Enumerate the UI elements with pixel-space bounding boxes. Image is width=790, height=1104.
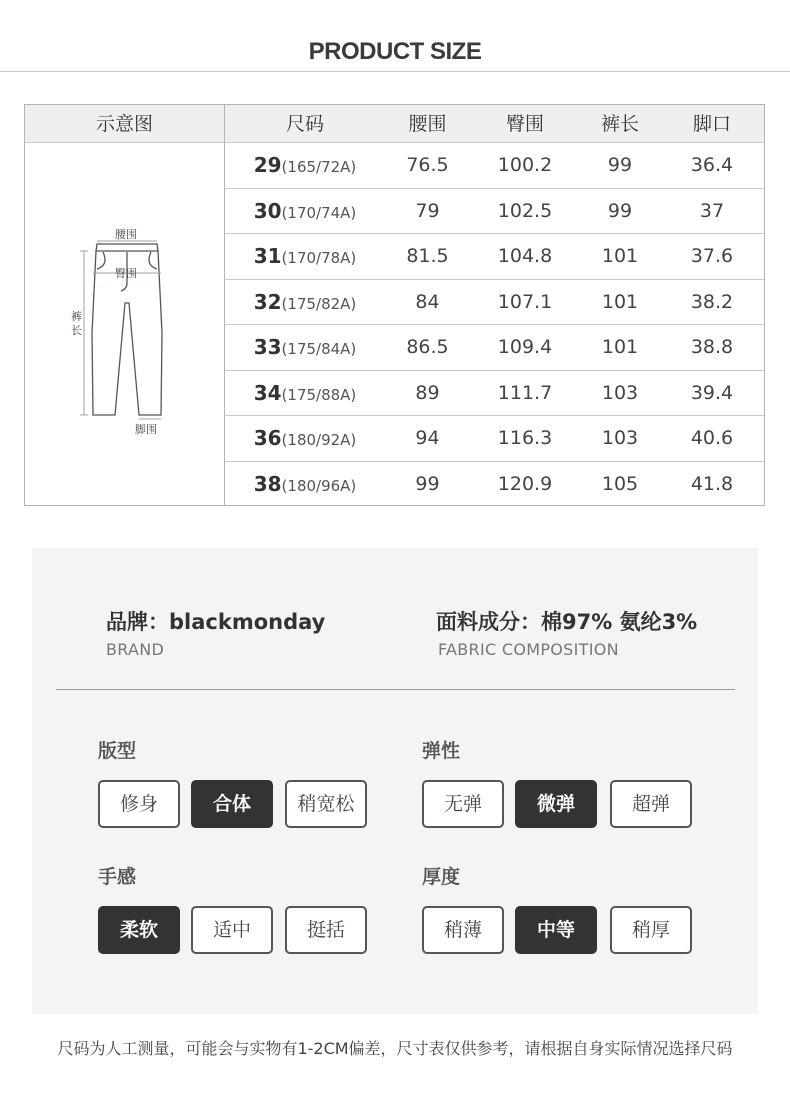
hem-cell: 38.8 <box>690 336 734 358</box>
size-code: (175/88A) <box>281 385 357 404</box>
size-code: (175/84A) <box>281 340 357 358</box>
size-cell <box>225 189 385 234</box>
brand-text: 品牌：blackmonday <box>106 610 326 634</box>
hip-cell: 102.5 <box>497 199 553 222</box>
header-length: 裤长 <box>600 113 639 135</box>
waist-cell: 99 <box>415 472 440 495</box>
brand-caption: BRAND <box>106 640 165 659</box>
table-row <box>225 462 764 508</box>
size-number: 29 <box>253 153 282 177</box>
header-waist: 腰围 <box>408 113 447 135</box>
table-row <box>225 325 764 371</box>
diagram-hem-label: 脚围 <box>135 423 157 436</box>
hem-cell: 41.8 <box>690 472 734 495</box>
waist-cell: 79 <box>415 199 440 222</box>
length-cell: 99 <box>607 154 633 176</box>
table-row <box>225 143 764 189</box>
hem-cell: 39.4 <box>690 381 734 404</box>
product-info-panel <box>32 548 758 1014</box>
fabric-caption: FABRIC COMPOSITION <box>438 640 619 659</box>
diagram-length-label-1: 裤 <box>71 310 82 323</box>
hip-cell: 116.3 <box>497 427 553 449</box>
size-number: 34 <box>253 380 282 405</box>
waist-cell: 84 <box>415 290 440 313</box>
thickness-option-thin: 稍薄 <box>422 906 504 954</box>
size-table <box>24 104 765 506</box>
pants-outline-icon <box>25 143 225 505</box>
waist-cell: 89 <box>415 381 440 404</box>
hip-cell: 104.8 <box>497 245 553 267</box>
header-hip: 臀围 <box>505 113 544 135</box>
hem-cell: 36.4 <box>690 154 734 176</box>
size-cell <box>225 462 385 507</box>
waist-cell: 76.5 <box>406 154 449 176</box>
hip-cell: 100.2 <box>497 154 553 176</box>
pants-diagram <box>25 143 225 505</box>
size-number: 31 <box>253 244 282 268</box>
table-row <box>225 189 764 235</box>
diagram-hip-label: 臀围 <box>115 267 137 280</box>
hip-cell: 111.7 <box>497 381 553 404</box>
size-cell <box>225 325 385 370</box>
length-cell: 103 <box>601 381 639 404</box>
length-cell: 103 <box>601 427 639 449</box>
feel-label: 手感 <box>98 866 137 888</box>
hem-cell: 38.2 <box>690 290 734 313</box>
length-cell: 105 <box>601 472 639 495</box>
size-code: (170/74A) <box>281 203 357 222</box>
length-cell: 101 <box>601 336 639 358</box>
size-cell <box>225 416 385 461</box>
table-row <box>225 371 764 417</box>
fit-option-slim: 修身 <box>98 780 180 828</box>
hip-cell: 107.1 <box>497 290 553 313</box>
size-cell <box>225 143 385 188</box>
table-row <box>225 234 764 280</box>
size-cell <box>225 280 385 325</box>
feel-option-medium: 适中 <box>191 906 273 954</box>
header-hem: 脚口 <box>692 113 731 135</box>
size-code: (165/72A) <box>281 158 357 176</box>
fit-option-regular: 合体 <box>191 780 273 828</box>
size-number: 32 <box>253 289 282 314</box>
feel-option-stiff: 挺括 <box>285 906 367 954</box>
waist-cell: 81.5 <box>406 245 449 267</box>
fabric-text: 面料成分：棉97% 氨纶3% <box>436 610 698 634</box>
size-code: (170/78A) <box>281 249 357 267</box>
thickness-option-medium: 中等 <box>515 906 597 954</box>
header-size: 尺码 <box>285 113 324 135</box>
diagram-length-label-2: 长 <box>71 324 82 337</box>
size-cell <box>225 371 385 416</box>
stretch-option-slight: 微弹 <box>515 780 597 828</box>
fit-label: 版型 <box>98 740 137 762</box>
size-number: 38 <box>253 471 282 496</box>
size-cell <box>225 234 385 279</box>
size-code: (180/96A) <box>281 476 357 495</box>
thickness-option-thick: 稍厚 <box>610 906 692 954</box>
hip-cell: 120.9 <box>497 472 553 495</box>
feel-option-soft: 柔软 <box>98 906 180 954</box>
header-diagram: 示意图 <box>95 113 153 135</box>
hem-cell: 40.6 <box>690 427 734 449</box>
table-row <box>225 280 764 326</box>
size-code: (175/82A) <box>281 294 357 313</box>
diagram-waist-label: 腰围 <box>115 228 137 241</box>
hem-cell: 37 <box>699 199 725 222</box>
length-cell: 101 <box>601 245 639 267</box>
page-title: PRODUCT SIZE <box>308 38 482 65</box>
stretch-label: 弹性 <box>422 740 461 762</box>
size-number: 30 <box>253 198 282 223</box>
hip-cell: 109.4 <box>497 336 553 358</box>
table-row <box>225 416 764 462</box>
table-header-row <box>25 105 764 143</box>
thickness-label: 厚度 <box>422 866 461 888</box>
size-code: (180/92A) <box>281 431 357 449</box>
waist-cell: 94 <box>415 427 440 449</box>
fit-option-loose: 稍宽松 <box>285 780 367 828</box>
size-number: 33 <box>253 335 282 359</box>
hem-cell: 37.6 <box>690 245 734 267</box>
length-cell: 101 <box>601 290 639 313</box>
info-divider <box>56 689 735 690</box>
title-divider <box>0 71 790 72</box>
size-number: 36 <box>253 426 282 450</box>
waist-cell: 86.5 <box>406 336 449 358</box>
stretch-option-super: 超弹 <box>610 780 692 828</box>
stretch-option-none: 无弹 <box>422 780 504 828</box>
size-disclaimer: 尺码为人工测量，可能会与实物有1-2CM偏差，尺寸表仅供参考，请根据自身实际情况选择尺码 <box>57 1039 733 1058</box>
length-cell: 99 <box>607 199 633 222</box>
